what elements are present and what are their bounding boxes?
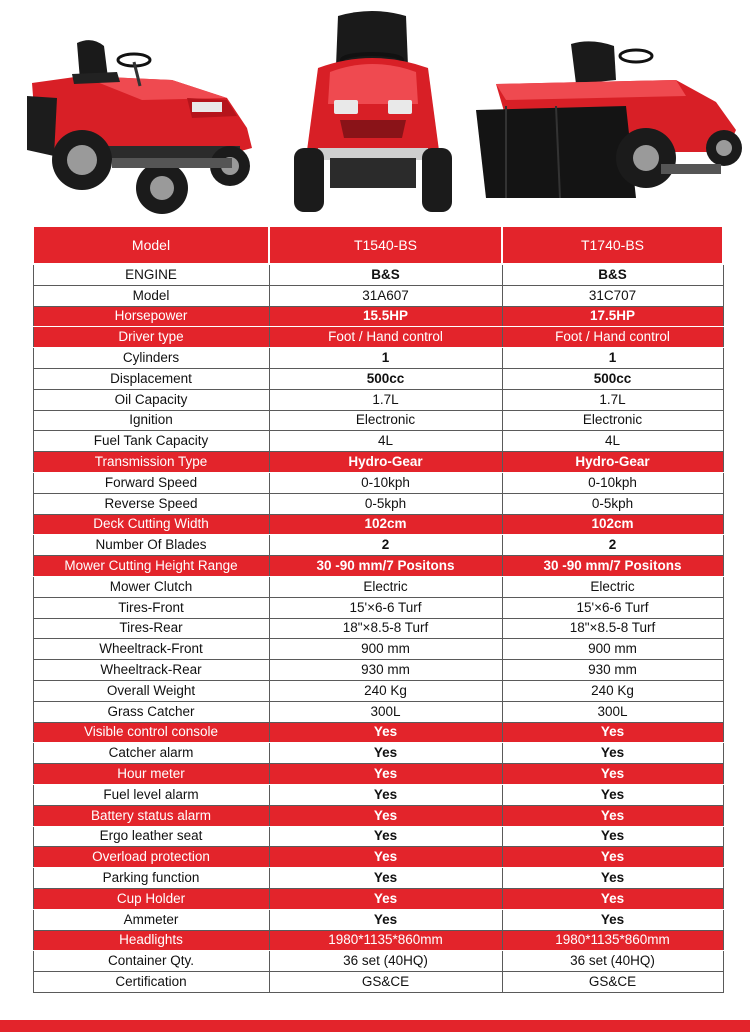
table-header-row [33,226,723,264]
spec-value-cell: B&S [269,264,502,285]
spec-label-cell: Overload protection [33,847,269,868]
spec-label-cell: Wheeltrack-Front [33,639,269,660]
spec-label-cell: Cup Holder [33,888,269,909]
spec-value-cell: 500cc [502,368,723,389]
table-row [33,452,723,473]
spec-value-cell: Yes [269,743,502,764]
spec-label-cell: Grass Catcher [33,701,269,722]
table-row [33,784,723,805]
spec-label-cell: Ignition [33,410,269,431]
mower-side-image [22,38,262,218]
spec-value-cell: 17.5HP [502,306,723,327]
spec-value-cell: 0-5kph [269,493,502,514]
spec-value-cell: Yes [269,909,502,930]
spec-value-cell: 0-5kph [502,493,723,514]
table-row [33,264,723,285]
spec-value-cell: 36 set (40HQ) [269,951,502,972]
spec-value-cell: 1980*1135*860mm [269,930,502,951]
spec-value-cell: 4L [502,431,723,452]
spec-label-cell: Driver type [33,327,269,348]
spec-label-cell: Catcher alarm [33,743,269,764]
spec-label-cell: Horsepower [33,306,269,327]
table-row [33,348,723,369]
table-header-cell: T1740-BS [502,226,723,264]
spec-label-cell: Number Of Blades [33,535,269,556]
spec-label-cell: Tires-Rear [33,618,269,639]
spec-value-cell: Hydro-Gear [269,452,502,473]
spec-value-cell: 31A607 [269,285,502,306]
spec-value-cell: 300L [269,701,502,722]
spec-value-cell: 900 mm [502,639,723,660]
mower-front-image [290,8,455,218]
spec-label-cell: Container Qty. [33,951,269,972]
table-row [33,972,723,993]
table-row [33,431,723,452]
table-row [33,410,723,431]
table-row [33,909,723,930]
spec-value-cell: 1.7L [502,389,723,410]
table-row [33,576,723,597]
table-row [33,826,723,847]
spec-value-cell: 900 mm [269,639,502,660]
spec-value-cell: 31C707 [502,285,723,306]
spec-value-cell: Electronic [269,410,502,431]
spec-label-cell: Displacement [33,368,269,389]
spec-label-cell: Model [33,285,269,306]
spec-label-cell: Deck Cutting Width [33,514,269,535]
spec-value-cell: Yes [502,784,723,805]
table-row [33,722,723,743]
spec-value-cell: Yes [502,868,723,889]
spec-value-cell: 2 [269,535,502,556]
table-row [33,701,723,722]
table-row [33,680,723,701]
spec-value-cell: Yes [269,888,502,909]
spec-value-cell: 240 Kg [269,680,502,701]
spec-value-cell: 0-10kph [502,472,723,493]
spec-value-cell: Yes [502,743,723,764]
spec-value-cell: 0-10kph [269,472,502,493]
spec-label-cell: Hour meter [33,764,269,785]
spec-table [32,225,724,993]
spec-value-cell: 500cc [269,368,502,389]
spec-value-cell: 1 [269,348,502,369]
spec-label-cell: Tires-Front [33,597,269,618]
table-row [33,805,723,826]
spec-value-cell: 15.5HP [269,306,502,327]
spec-value-cell: Yes [269,847,502,868]
spec-value-cell: Yes [502,826,723,847]
table-row [33,535,723,556]
spec-value-cell: Foot / Hand control [269,327,502,348]
spec-label-cell: ENGINE [33,264,269,285]
spec-label-cell: Mower Cutting Height Range [33,556,269,577]
table-row [33,597,723,618]
spec-value-cell: Yes [502,888,723,909]
spec-value-cell: Yes [502,847,723,868]
table-row [33,493,723,514]
spec-label-cell: Forward Speed [33,472,269,493]
spec-value-cell: Yes [502,909,723,930]
spec-label-cell: Ammeter [33,909,269,930]
table-row [33,514,723,535]
table-header-cell: T1540-BS [269,226,502,264]
table-row [33,285,723,306]
spec-value-cell: 36 set (40HQ) [502,951,723,972]
table-row [33,868,723,889]
spec-value-cell: 15'×6-6 Turf [269,597,502,618]
spec-value-cell: 102cm [502,514,723,535]
spec-value-cell: 240 Kg [502,680,723,701]
spec-label-cell: Battery status alarm [33,805,269,826]
table-row [33,639,723,660]
table-row [33,389,723,410]
spec-value-cell: 30 -90 mm/7 Positons [502,556,723,577]
spec-label-cell: Visible control console [33,722,269,743]
table-row [33,618,723,639]
product-images [0,0,750,222]
spec-value-cell: 300L [502,701,723,722]
spec-label-cell: Reverse Speed [33,493,269,514]
spec-value-cell: Yes [502,764,723,785]
spec-value-cell: GS&CE [269,972,502,993]
spec-value-cell: 30 -90 mm/7 Positons [269,556,502,577]
mower-rear-image [476,40,744,200]
spec-value-cell: Yes [502,805,723,826]
table-row [33,368,723,389]
table-row [33,472,723,493]
spec-label-cell: Fuel level alarm [33,784,269,805]
table-row [33,556,723,577]
table-row [33,951,723,972]
spec-value-cell: GS&CE [502,972,723,993]
spec-value-cell: 15'×6-6 Turf [502,597,723,618]
spec-value-cell: 18"×8.5-8 Turf [502,618,723,639]
spec-value-cell: Yes [269,826,502,847]
spec-value-cell: Yes [269,868,502,889]
table-row [33,888,723,909]
spec-label-cell: Mower Clutch [33,576,269,597]
table-row [33,930,723,951]
spec-label-cell: Oil Capacity [33,389,269,410]
spec-value-cell: Electric [502,576,723,597]
table-header-cell: Model [33,226,269,264]
spec-value-cell: 1 [502,348,723,369]
spec-value-cell: Electric [269,576,502,597]
spec-label-cell: Ergo leather seat [33,826,269,847]
spec-table-body [33,264,723,992]
spec-value-cell: B&S [502,264,723,285]
table-row [33,743,723,764]
spec-label-cell: Overall Weight [33,680,269,701]
spec-value-cell: Yes [502,722,723,743]
table-row [33,327,723,348]
spec-value-cell: Hydro-Gear [502,452,723,473]
spec-value-cell: 930 mm [502,660,723,681]
spec-label-cell: Headlights [33,930,269,951]
spec-value-cell: Electronic [502,410,723,431]
spec-label-cell: Parking function [33,868,269,889]
spec-label-cell: Transmission Type [33,452,269,473]
spec-value-cell: Yes [269,722,502,743]
footer-bar [0,1020,750,1032]
spec-value-cell: 930 mm [269,660,502,681]
table-row [33,764,723,785]
spec-value-cell: 102cm [269,514,502,535]
spec-label-cell: Wheeltrack-Rear [33,660,269,681]
spec-value-cell: Yes [269,784,502,805]
spec-value-cell: Foot / Hand control [502,327,723,348]
spec-label-cell: Cylinders [33,348,269,369]
spec-value-cell: Yes [269,805,502,826]
spec-label-cell: Certification [33,972,269,993]
spec-value-cell: 1980*1135*860mm [502,930,723,951]
spec-value-cell: 18"×8.5-8 Turf [269,618,502,639]
table-row [33,306,723,327]
spec-label-cell: Fuel Tank Capacity [33,431,269,452]
table-row [33,847,723,868]
spec-value-cell: 2 [502,535,723,556]
spec-value-cell: 1.7L [269,389,502,410]
table-row [33,660,723,681]
spec-value-cell: 4L [269,431,502,452]
spec-value-cell: Yes [269,764,502,785]
